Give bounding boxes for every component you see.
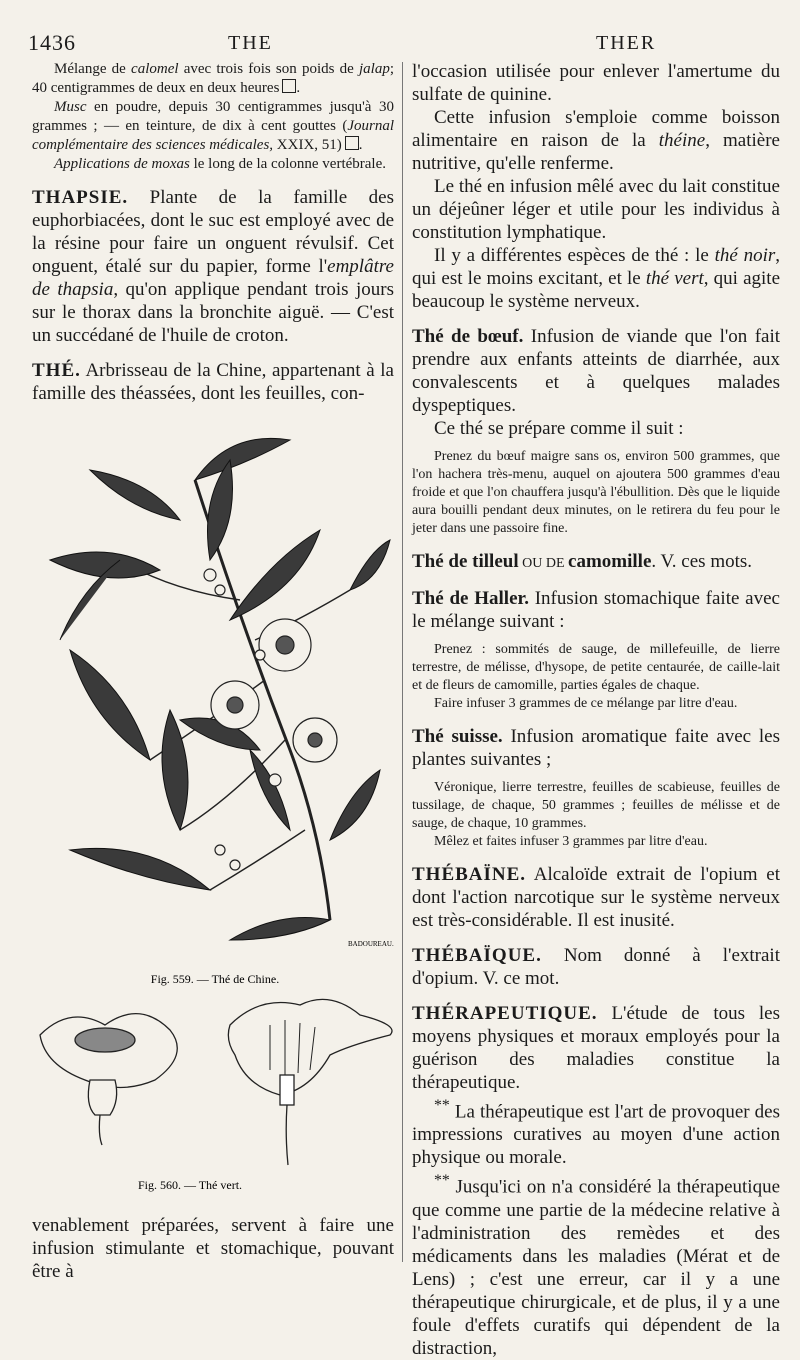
paragraph: Le thé en infusion mêlé avec du lait constitue un déjeûner léger et utile pour les individus à constitution lymphatique. [412, 176, 780, 243]
asterism-icon: ** [434, 1172, 450, 1190]
recipe: Mêlez et faites infuser 3 grammes par litre d'eau. [434, 834, 708, 849]
entry-the-de-haller: Thé de Haller. Infusion stomachique faite avec le mélange suivant : [412, 588, 780, 632]
engraver-signature: BADOUREAU. [348, 940, 394, 948]
headword: THÉBAÏNE. [412, 864, 527, 885]
left-column [32, 60, 394, 405]
square-mark-icon [345, 136, 359, 150]
entry-moxas: Applications de moxas le long de la colonne vertébrale. [54, 156, 386, 172]
paragraph: Cette infusion s'emploie comme boisson alimentaire en raison de la théine, matière nutritive, qu'elle renferme. [412, 107, 780, 174]
entry-therapeutique: THÉRAPEUTIQUE. L'étude de tous les moyens physiques et moraux employés pour la guérison des maladies constitue la thérapeutique. [412, 1003, 780, 1093]
tea-branch-illustration [30, 420, 400, 990]
right-column [412, 60, 780, 1360]
square-mark-icon [282, 79, 296, 93]
recipe: Faire infuser 3 grammes de ce mélange par litre d'eau. [434, 696, 738, 711]
left-column-bottom [32, 1214, 394, 1283]
entry-the-de-boeuf: Thé de bœuf. Infusion de viande que l'on fait prendre aux enfants atteints de diarrhée, aux convalescents et à quelques malades dyspeptiques. [412, 326, 781, 416]
recipe: Prenez : sommités de sauge, de millefeuille, de lierre terrestre, de mélisse, d'hysope, de petite centaurée, de caille-lait et de fleurs de camomille, parties égales de chaque. [412, 642, 780, 693]
headword: Thé de Haller. [412, 588, 529, 609]
figure-area [30, 420, 400, 1200]
headword: THAPSIE. [32, 187, 129, 208]
continuation-text: venablement préparées, servent à faire une infusion stimulante et stomachique, pouvant être à [32, 1215, 394, 1282]
page-header [28, 30, 772, 60]
headword: THÉ. [32, 360, 81, 381]
paragraph: l'occasion utilisée pour enlever l'amertume du sulfate de quinine. [412, 61, 780, 105]
headword: Thé de tilleul [412, 551, 519, 572]
asterism-icon: ** [434, 1097, 450, 1114]
figure-560-caption: Fig. 560. — Thé vert. [137, 1178, 243, 1192]
entry-calomel: Mélange de calomel avec trois fois son poids de jalap; 40 centigrammes de deux en deux heures . [32, 61, 395, 96]
entry-the-de-tilleul: Thé de tilleul OU DE camomille. V. ces mots. [412, 551, 753, 572]
headword: Thé de bœuf. [412, 326, 524, 347]
paragraph: ** La thérapeutique est l'art de provoquer des impressions curatives au moyen d'une action physique ou morale. [412, 1097, 780, 1169]
entry-thebaique: THÉBAÏQUE. Nom donné à l'extrait d'opium. V. ce mot. [412, 945, 780, 989]
entry-the-suisse: Thé suisse. Infusion aromatique faite avec les plantes suivantes ; [412, 726, 780, 770]
headword: THÉBAÏQUE. [412, 945, 542, 966]
recipe: Prenez du bœuf maigre sans os, environ 500 grammes, que l'on hachera très-menu, auquel on ajoutera 500 grammes d'eau froide et que l'on chauffera jusqu'à l'ébullition. Dès que le liquide aura bouilli pendant deux minutes, on le retirera du feu pour le jeter dans une passoire fine. [412, 449, 780, 536]
entry-the: THÉ. Arbrisseau de la Chine, appartenant à la famille des théassées, dont les feuilles, con- [32, 360, 394, 404]
headword: THÉRAPEUTIQUE. [412, 1003, 598, 1024]
right-running-head: THER [596, 32, 657, 54]
entry-thapsie: THAPSIE. Plante de la famille des euphorbiacées, dont le suc est employé avec de la résine pour faire un onguent révulsif. Cet onguent, étalé sur du papier, forme l'emplâtre de thapsia, qu'on applique pendant trois jours sur le thorax dans la bronchite aiguë. — C'est un succédané de l'huile de croton. [32, 187, 394, 346]
paragraph: Il y a différentes espèces de thé : le thé noir, qui est le moins excitant, et le thé vert, qui agite beaucoup le système nerveux. [412, 245, 781, 312]
headword: Thé suisse. [412, 726, 503, 747]
tea-flowers-illustration [30, 995, 400, 1195]
left-running-head: THE [228, 32, 273, 54]
figure-559-caption: Fig. 559. — Thé de Chine. [150, 972, 280, 986]
entry-thebaine: THÉBAÏNE. Alcaloïde extrait de l'opium et dont l'action narcotique sur le système nerveux est très-considérable. Il est inusité. [412, 864, 780, 931]
paragraph: ** Jusqu'ici on n'a considéré la thérapeutique que comme une partie de la médecine relative à l'administration des remèdes et des médicaments dans les maladies (Mérat et de Lens) ; c'est une erreur, car il y a une thérapeutique chirurgicale, et de plus, il y a une foule d'effets curatifs qui dépendent de la distraction, [412, 1172, 780, 1359]
entry-musc: Musc en poudre, depuis 30 centigrammes jusqu'à 30 grammes ; — en teinture, de dix à cent gouttes (Journal complémentaire des sciences médicales, XXIX, 51) . [32, 99, 394, 153]
page-number: 1436 [28, 30, 76, 55]
recipe: Véronique, lierre terrestre, feuilles de scabieuse, feuilles de tussilage, de chaque, 50 grammes ; feuilles de mélisse et de sauge, de chaque, 10 grammes. [412, 780, 780, 831]
paragraph: Ce thé se prépare comme il suit : [434, 418, 684, 439]
column-divider [402, 62, 403, 1262]
